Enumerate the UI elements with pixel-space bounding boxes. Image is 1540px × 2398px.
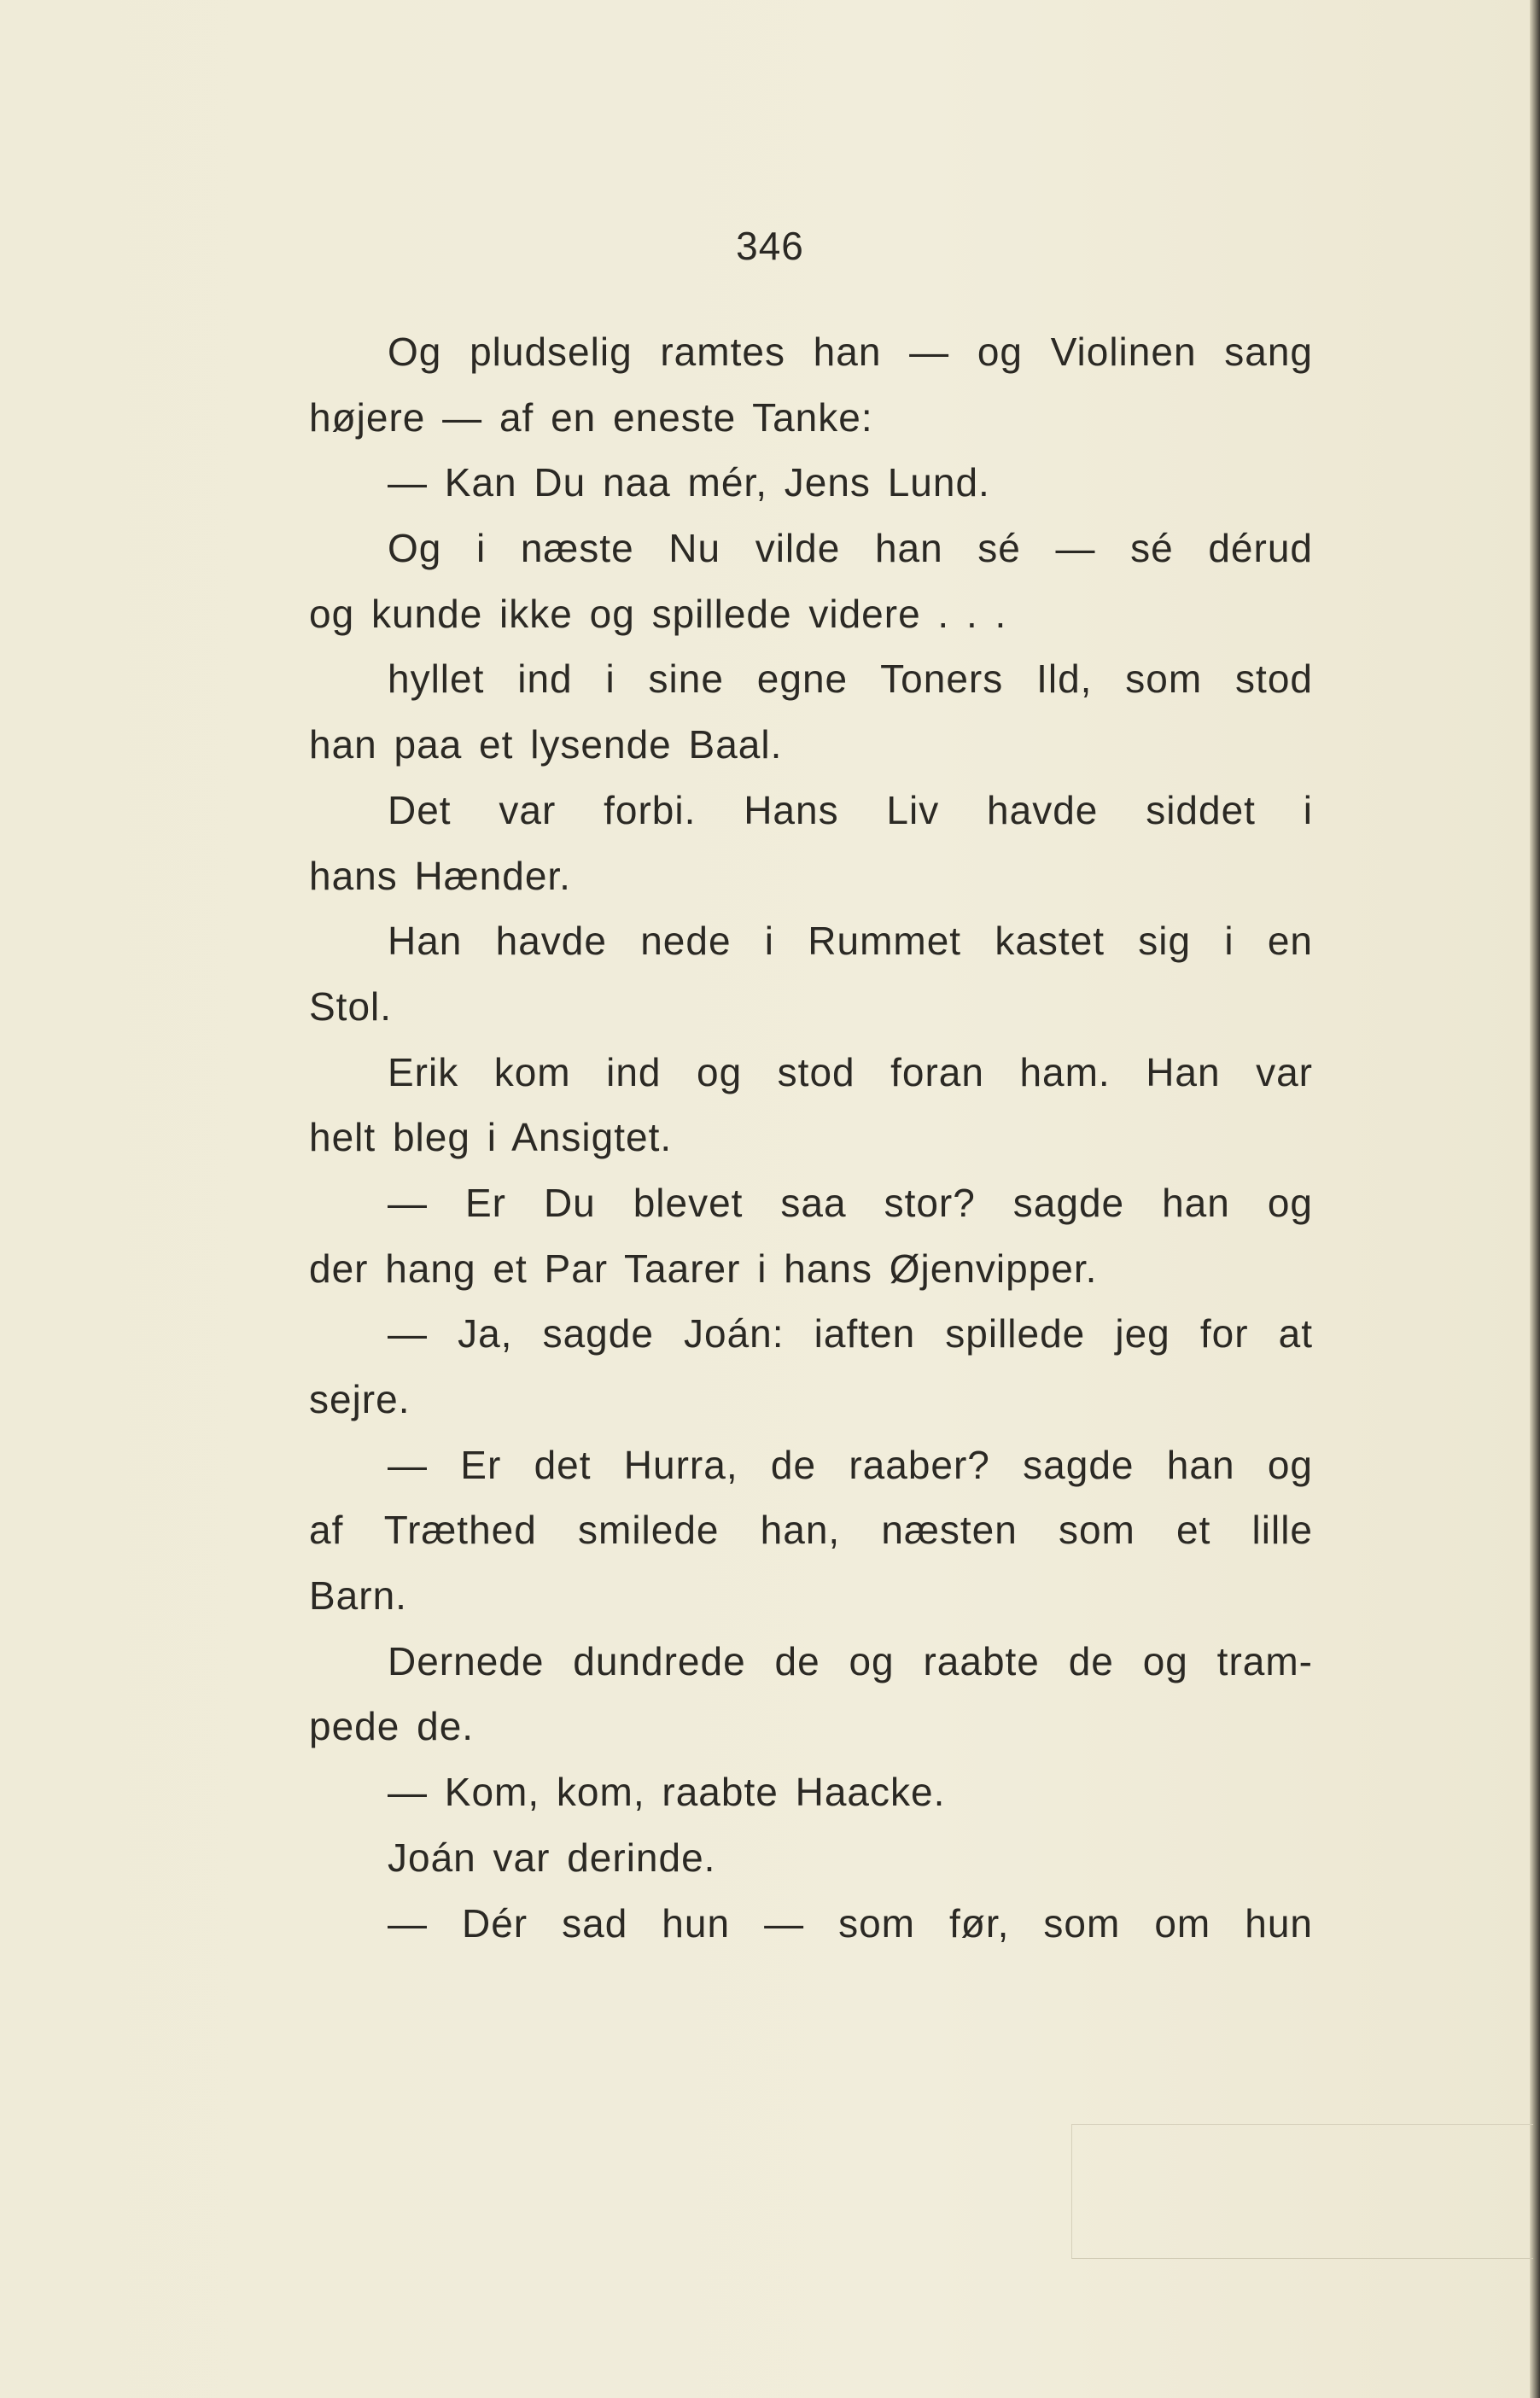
text-line: Og i næste Nu vilde han sé — sé dérud xyxy=(388,526,1313,571)
text-line: — Ja, sagde Joán: iaften spillede jeg for at xyxy=(388,1311,1313,1357)
page-edge-shadow xyxy=(1530,0,1540,2398)
paper-mark xyxy=(1071,2124,1533,2259)
text-line: højere — af en eneste Tanke: xyxy=(309,394,873,440)
text-line: Dernede dundrede de og raabte de og tram- xyxy=(388,1638,1313,1683)
text-line: — Kom, kom, raabte Haacke. xyxy=(388,1770,946,1815)
text-line: Stol. xyxy=(309,983,393,1029)
text-line: Det var forbi. Hans Liv havde siddet i xyxy=(388,787,1313,832)
text-line: — Er Du blevet saa stor? sagde han og xyxy=(388,1180,1313,1225)
text-line: sejre. xyxy=(309,1377,411,1421)
text-line: og kunde ikke og spillede videre . . . xyxy=(309,591,1007,636)
text-line: hans Hænder. xyxy=(309,853,571,898)
text-line: — Kan Du naa mér, Jens Lund. xyxy=(388,460,990,505)
text-line: pede de. xyxy=(309,1704,475,1749)
text-line: Han havde nede i Rummet kastet sig i en xyxy=(388,919,1313,964)
page-number: 346 xyxy=(736,224,804,268)
text-line: Joán var derinde. xyxy=(388,1835,716,1880)
text-line: — Er det Hurra, de raaber? sagde han og xyxy=(388,1442,1313,1487)
text-line: Og pludselig ramtes han — og Violinen sang xyxy=(388,330,1313,374)
text-line: helt bleg i Ansigtet. xyxy=(309,1115,673,1160)
body-text xyxy=(309,319,1313,1956)
text-line: af Træthed smilede han, næsten som et lille xyxy=(309,1508,1313,1553)
text-line: — Dér sad hun — som før, som om hun xyxy=(388,1900,1313,1946)
text-line: han paa et lysende Baal. xyxy=(309,722,783,767)
text-line: der hang et Par Taarer i hans Øjenvipper. xyxy=(309,1246,1098,1291)
text-line: Barn. xyxy=(309,1573,407,1619)
text-line: hyllet ind i sine egne Toners Ild, som stod xyxy=(388,656,1313,702)
text-line: Erik kom ind og stod foran ham. Han var xyxy=(388,1049,1313,1094)
